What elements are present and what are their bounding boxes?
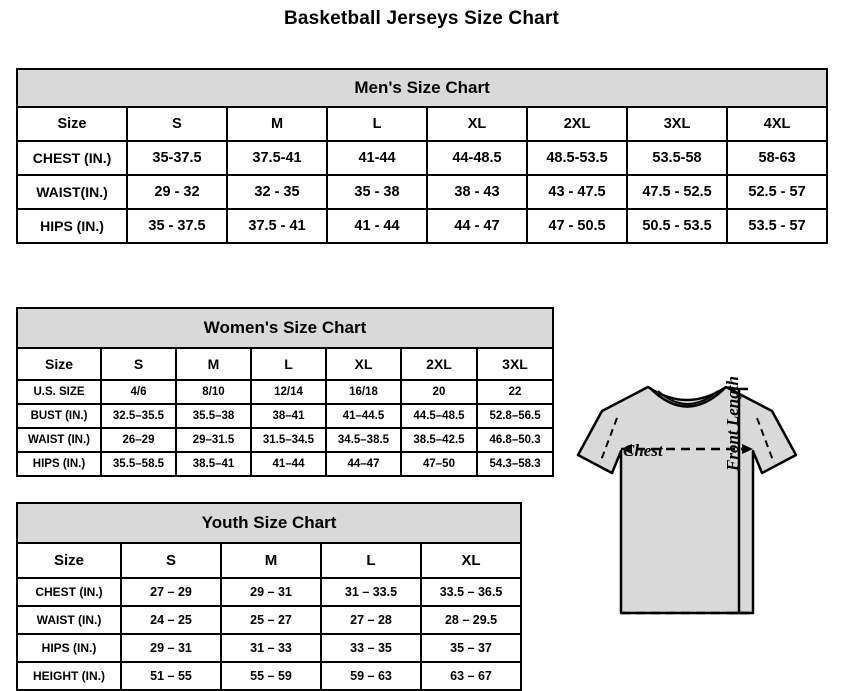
column-header-size: Size [17, 107, 127, 141]
cell-chest-l: 41-44 [327, 141, 427, 175]
cell-bust-l: 38–41 [251, 404, 326, 428]
column-header-l: L [321, 543, 421, 578]
column-header-s: S [127, 107, 227, 141]
cell-hips-l: 41–44 [251, 452, 326, 476]
cell-chest-m: 37.5-41 [227, 141, 327, 175]
cell-chest-s: 27 – 29 [121, 578, 221, 606]
column-header-l: L [251, 348, 326, 380]
mens-chart-caption: Men's Size Chart [17, 69, 827, 107]
table-row [17, 606, 521, 634]
mens-size-chart-table [16, 68, 828, 244]
cell-waist-xl: 38 - 43 [427, 175, 527, 209]
row-label-bust: BUST (IN.) [17, 404, 101, 428]
row-label-hips: HIPS (IN.) [17, 452, 101, 476]
row-label-waist: WAIST(IN.) [17, 175, 127, 209]
womens-size-chart-table [16, 307, 554, 477]
cell-hips-xl: 44–47 [326, 452, 401, 476]
row-label-waist: WAIST (IN.) [17, 606, 121, 634]
cell-chest-4xl: 58-63 [727, 141, 827, 175]
cell-waist-l: 31.5–34.5 [251, 428, 326, 452]
youth-size-chart-table [16, 502, 522, 691]
cell-chest-m: 29 – 31 [221, 578, 321, 606]
column-header-size: Size [17, 543, 121, 578]
table-row [17, 428, 553, 452]
cell-height-m: 55 – 59 [221, 662, 321, 690]
cell-bust-xl: 41–44.5 [326, 404, 401, 428]
column-header-m: M [176, 348, 251, 380]
cell-chest-s: 35-37.5 [127, 141, 227, 175]
cell-waist-s: 24 – 25 [121, 606, 221, 634]
cell-hips-s: 35 - 37.5 [127, 209, 227, 243]
cell-hips-4xl: 53.5 - 57 [727, 209, 827, 243]
cell-hips-3xl: 50.5 - 53.5 [627, 209, 727, 243]
cell-hips-l: 41 - 44 [327, 209, 427, 243]
row-label-waist: WAIST (IN.) [17, 428, 101, 452]
column-header-2xl: 2XL [527, 107, 627, 141]
cell-hips-xl: 35 – 37 [421, 634, 521, 662]
cell-waist-m: 29–31.5 [176, 428, 251, 452]
row-label-hips: HIPS (IN.) [17, 209, 127, 243]
cell-hips-m: 37.5 - 41 [227, 209, 327, 243]
cell-hips-s: 35.5–58.5 [101, 452, 176, 476]
table-caption-row [17, 69, 827, 107]
cell-chest-2xl: 48.5-53.5 [527, 141, 627, 175]
cell-height-s: 51 – 55 [121, 662, 221, 690]
row-label-height: HEIGHT (IN.) [17, 662, 121, 690]
cell-waist-s: 26–29 [101, 428, 176, 452]
table-row [17, 209, 827, 243]
table-row [17, 578, 521, 606]
table-row [17, 380, 553, 404]
table-row [17, 175, 827, 209]
cell-bust-3xl: 52.8–56.5 [477, 404, 553, 428]
cell-height-l: 59 – 63 [321, 662, 421, 690]
cell-chest-l: 31 – 33.5 [321, 578, 421, 606]
row-label-chest: CHEST (IN.) [17, 141, 127, 175]
table-header-row [17, 543, 521, 578]
cell-waist-l: 35 - 38 [327, 175, 427, 209]
column-header-size: Size [17, 348, 101, 380]
row-label-us-size: U.S. SIZE [17, 380, 101, 404]
cell-waist-m: 32 - 35 [227, 175, 327, 209]
column-header-s: S [121, 543, 221, 578]
shirt-measurement-diagram [540, 363, 835, 673]
table-caption-row [17, 503, 521, 543]
table-header-row [17, 348, 553, 380]
cell-hips-s: 29 – 31 [121, 634, 221, 662]
table-row [17, 634, 521, 662]
cell-waist-4xl: 52.5 - 57 [727, 175, 827, 209]
cell-chest-xl: 44-48.5 [427, 141, 527, 175]
cell-waist-m: 25 – 27 [221, 606, 321, 634]
cell-hips-xl: 44 - 47 [427, 209, 527, 243]
table-row [17, 141, 827, 175]
table-caption-row [17, 308, 553, 348]
column-header-3xl: 3XL [477, 348, 553, 380]
column-header-xl: XL [421, 543, 521, 578]
table-header-row [17, 107, 827, 141]
column-header-m: M [221, 543, 321, 578]
cell-hips-3xl: 54.3–58.3 [477, 452, 553, 476]
chest-measure-label: Chest [623, 441, 663, 460]
front-length-measure-label: Front Length [723, 376, 742, 471]
cell-bust-2xl: 44.5–48.5 [401, 404, 477, 428]
row-label-hips: HIPS (IN.) [17, 634, 121, 662]
youth-chart-caption: Youth Size Chart [17, 503, 521, 543]
column-header-s: S [101, 348, 176, 380]
page-title: Basketball Jerseys Size Chart [283, 8, 560, 29]
cell-waist-3xl: 46.8–50.3 [477, 428, 553, 452]
cell-hips-m: 31 – 33 [221, 634, 321, 662]
column-header-m: M [227, 107, 327, 141]
cell-ussize-s: 4/6 [101, 380, 176, 404]
column-header-2xl: 2XL [401, 348, 477, 380]
cell-waist-2xl: 43 - 47.5 [527, 175, 627, 209]
cell-waist-l: 27 – 28 [321, 606, 421, 634]
column-header-4xl: 4XL [727, 107, 827, 141]
cell-ussize-m: 8/10 [176, 380, 251, 404]
cell-hips-m: 38.5–41 [176, 452, 251, 476]
cell-waist-xl: 28 – 29.5 [421, 606, 521, 634]
cell-bust-m: 35.5–38 [176, 404, 251, 428]
jersey-illustration-icon [540, 363, 835, 673]
womens-chart-caption: Women's Size Chart [17, 308, 553, 348]
table-row [17, 662, 521, 690]
cell-hips-2xl: 47 - 50.5 [527, 209, 627, 243]
cell-height-xl: 63 – 67 [421, 662, 521, 690]
column-header-xl: XL [427, 107, 527, 141]
column-header-3xl: 3XL [627, 107, 727, 141]
cell-hips-2xl: 47–50 [401, 452, 477, 476]
cell-ussize-xl: 16/18 [326, 380, 401, 404]
cell-ussize-l: 12/14 [251, 380, 326, 404]
cell-chest-xl: 33.5 – 36.5 [421, 578, 521, 606]
cell-chest-3xl: 53.5-58 [627, 141, 727, 175]
row-label-chest: CHEST (IN.) [17, 578, 121, 606]
cell-waist-xl: 34.5–38.5 [326, 428, 401, 452]
cell-waist-s: 29 - 32 [127, 175, 227, 209]
cell-ussize-3xl: 22 [477, 380, 553, 404]
cell-ussize-2xl: 20 [401, 380, 477, 404]
column-header-xl: XL [326, 348, 401, 380]
cell-waist-2xl: 38.5–42.5 [401, 428, 477, 452]
cell-bust-s: 32.5–35.5 [101, 404, 176, 428]
column-header-l: L [327, 107, 427, 141]
table-row [17, 404, 553, 428]
cell-waist-3xl: 47.5 - 52.5 [627, 175, 727, 209]
cell-hips-l: 33 – 35 [321, 634, 421, 662]
table-row [17, 452, 553, 476]
